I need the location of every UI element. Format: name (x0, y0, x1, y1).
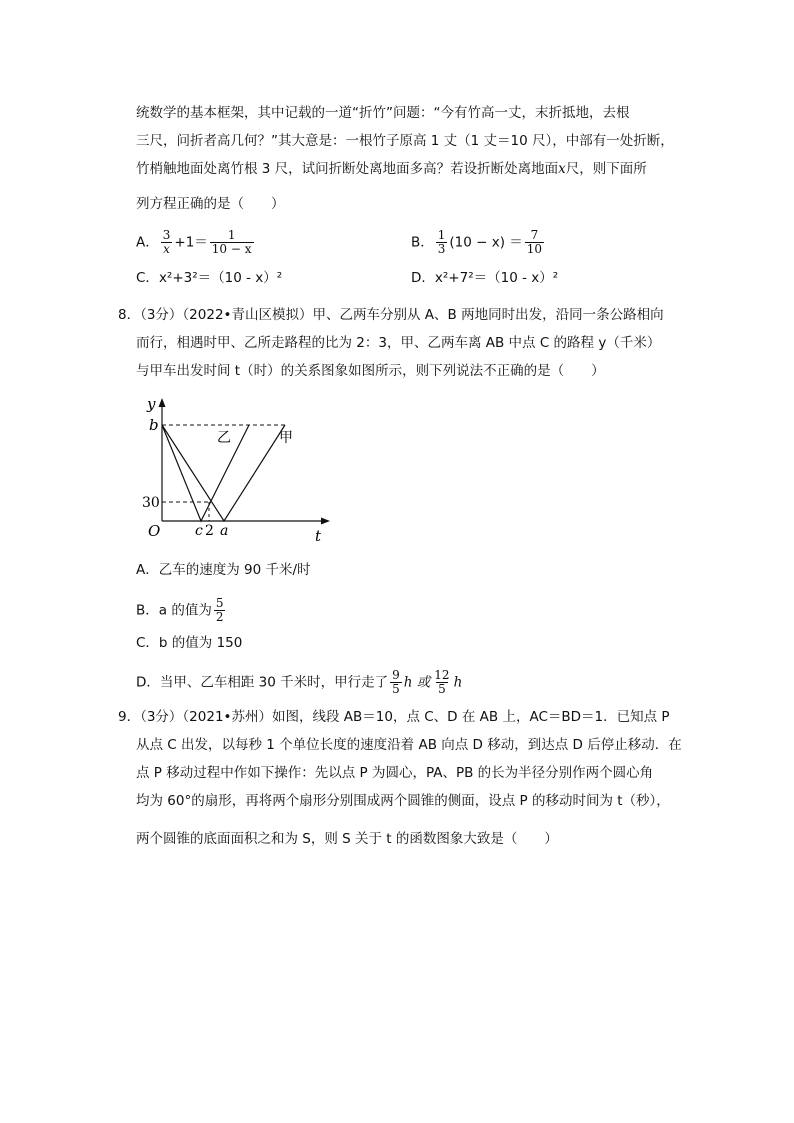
q8-distance-time-graph (140, 393, 340, 543)
q7-text-line-4: 列方程正确的是（ ） (136, 196, 285, 212)
q7-text-line-3 (136, 159, 647, 179)
q9-text-line-3: 点 P 移动过程中作如下操作：先以点 P 为圆心，PA、PB 的长为半径分别作两个圆心角 (136, 765, 654, 781)
q9-text-line-2: 从点 C 出发，以每秒 1 个单位长度的速度沿着 AB 向点 D 移动，到达点 D 后停止移动．在 (136, 737, 682, 753)
q7-option-b-fraction-1: $\frac{1}{3}$ (437, 228, 446, 256)
t-axis-label: t (315, 527, 322, 543)
q8-option-d-text: D．当甲、乙车相距 30 千米时，甲行走了 (136, 674, 389, 691)
t-axis-arrow (321, 518, 330, 525)
q7-option-a-mid: +1＝ (174, 234, 208, 251)
jia-series-label: 甲 (279, 430, 293, 446)
q8-option-d-fraction-1: $\frac{9}{5}$ (392, 668, 400, 696)
q7-option-b-tail: (10 − x) ＝ (449, 234, 523, 251)
q7-option-c[interactable] (136, 268, 282, 288)
y-axis-label: y (147, 395, 156, 413)
q7-option-d[interactable] (411, 268, 558, 288)
y-axis-arrow (159, 398, 166, 407)
two-tick-label: 2 (205, 523, 214, 539)
q7-option-a-label: A． (136, 234, 159, 251)
q9-text-line-4: 均为 60°的扇形，再将两个扇形分别围成两个圆锥的侧面，设点 P 的移动时间为 t（秒）， (136, 793, 670, 809)
yi-line (162, 425, 249, 521)
q8-option-b[interactable] (136, 597, 227, 624)
q7-option-b[interactable] (411, 229, 546, 256)
q8-option-d-fraction-2: $\frac{12}{5}$ (434, 668, 450, 696)
thirty-label: 30 (142, 495, 160, 511)
q9-text-line-1: 9．（3分）（2021•苏州）如图，线段 AB＝10，点 C、D 在 AB 上，AC＝BD＝1．已知点 P (118, 709, 670, 725)
q7-option-c-text: x²+3²＝（10 - x）² (158, 270, 283, 286)
q8-option-a[interactable]: A．乙车的速度为 90 千米/时 (136, 562, 311, 578)
yi-series-label: 乙 (217, 430, 231, 446)
q8-text-line-1: 8．（3分）（2022•青山区模拟）甲、乙两车分别从 A、B 两地同时出发，沿同一条公路相向 (118, 307, 664, 323)
q7-option-a-fraction-2: $\frac{1}{10 - x}$ (211, 228, 252, 256)
q7-option-b-label: B． (411, 234, 434, 251)
q8-option-b-fraction: $\frac{5}{2}$ (215, 596, 224, 624)
q7-option-a-fraction-1: $\frac{3}{x}$ (162, 228, 171, 256)
q8-option-d-tail: h (453, 674, 463, 691)
q7-option-d-label: D． (411, 270, 435, 286)
b-label: b (149, 416, 159, 434)
q8-option-c[interactable]: C．b 的值为 150 (136, 635, 243, 651)
q7-option-a[interactable] (136, 229, 256, 256)
q9-text-line-5: 两个圆锥的底面面积之和为 S，则 S 关于 t 的函数图象大致是（ ） (136, 831, 558, 847)
q7-option-d-text: x²+7²＝（10 - x）² (434, 270, 559, 286)
q8-option-d[interactable] (136, 669, 462, 696)
q7-text-line-2: 三尺，问折者高几何？”其大意是：一根竹子原高 1 丈（1 丈＝10 尺），中部有一处折断， (136, 133, 674, 149)
q7-text-line-3-b: 尺，则下面所 (565, 161, 647, 177)
q7-option-b-fraction-2: $\frac{7}{10}$ (526, 228, 543, 256)
c-tick-label: c (195, 523, 203, 539)
q8-option-d-mid: h 或 (403, 674, 431, 691)
q7-text-line-3-a: 竹梢触地面处离竹根 3 尺，试问折断处离地面多高？若设折断处离地面 (136, 161, 559, 177)
q8-text-line-3: 与甲车出发时间 t（时）的关系图象如图所示，则下列说法不正确的是（ ） (136, 363, 605, 379)
q8-text-line-2: 而行，相遇时甲、乙所走路程的比为 2：3，甲、乙两车离 AB 中点 C 的路程 y（千米） (136, 335, 661, 351)
q7-text-line-1: 统数学的基本框架，其中记载的一道“折竹”问题：“今有竹高一丈，末折抵地，去根 (136, 105, 630, 121)
q8-option-b-text: B．a 的值为 (136, 602, 212, 619)
q7-variable-x: x (558, 161, 566, 177)
q7-option-c-label: C． (136, 270, 159, 286)
a-tick-label: a (220, 523, 229, 539)
origin-label: O (148, 522, 161, 540)
